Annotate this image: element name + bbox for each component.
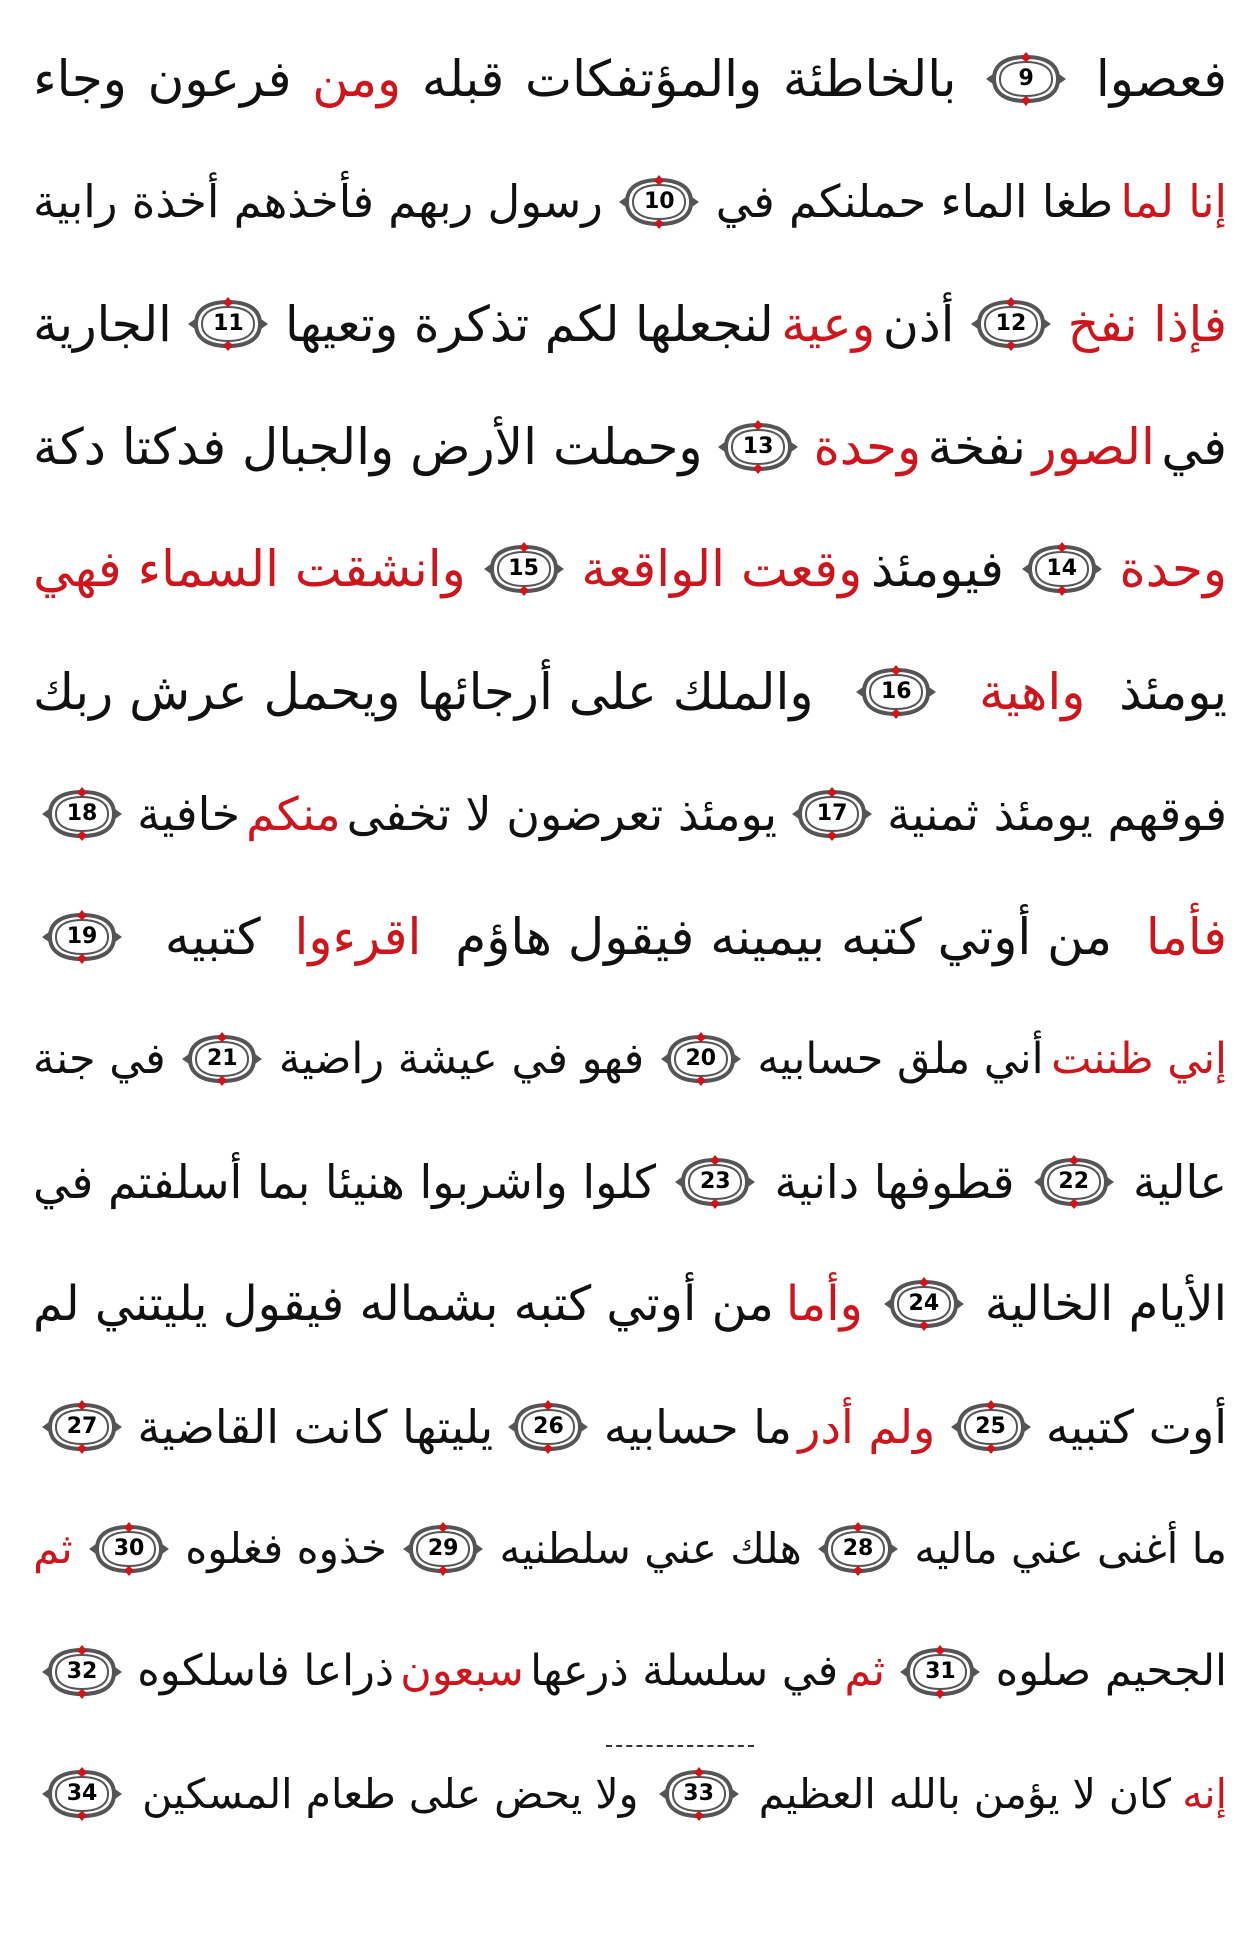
ornamental-verse-end-icon — [816, 1521, 900, 1577]
highlighted-word: وعية — [781, 295, 876, 353]
verse-number: 27 — [66, 1413, 98, 1439]
ornamental-verse-end-icon — [657, 1766, 741, 1822]
text-line — [30, 1243, 1230, 1366]
verse-number: 13 — [742, 433, 774, 459]
text-line — [30, 753, 1230, 876]
highlighted-word: إني ظننت — [1051, 1033, 1227, 1084]
verse-number: 29 — [427, 1536, 459, 1562]
ornamental-verse-end-icon — [40, 1399, 124, 1455]
verse-text: ما حسابيه — [603, 1399, 792, 1454]
text-line — [30, 508, 1230, 631]
verse-text: ذراعا فاسلكوه — [137, 1646, 394, 1697]
verse-text: هلك عني سلطنيه — [499, 1524, 802, 1574]
verse-number: 10 — [644, 188, 675, 214]
verse-number: 22 — [1058, 1168, 1090, 1194]
verse-number: 12 — [995, 311, 1027, 337]
verse-number: 9 — [1018, 66, 1034, 92]
verse-number: 16 — [881, 678, 912, 704]
ornamental-verse-end-icon — [984, 51, 1068, 107]
verse-text: في — [1161, 417, 1227, 476]
text-line — [30, 386, 1230, 509]
ornamental-verse-end-icon — [882, 1276, 966, 1332]
ornamental-verse-end-icon — [854, 664, 938, 720]
ornamental-verse-end-icon — [186, 296, 270, 352]
verse-text: ولا يحض على طعام المسكين — [142, 1769, 639, 1818]
verse-text: يليتها كانت القاضية — [137, 1399, 494, 1454]
verse-text: أني ملق حسابيه — [757, 1033, 1044, 1084]
ornamental-verse-end-icon — [898, 1644, 982, 1700]
verse-text: قطوفها دانية — [774, 1154, 1015, 1209]
verse-text: الجارية — [33, 295, 172, 353]
verse-number: 34 — [66, 1781, 98, 1807]
highlighted-word: واهية — [979, 662, 1086, 721]
verse-text: فعصوا — [1095, 50, 1227, 109]
text-line — [30, 263, 1230, 386]
highlighted-word: فإذا نفخ — [1067, 295, 1227, 353]
text-line — [30, 1366, 1230, 1489]
verse-number: 19 — [66, 923, 98, 949]
verse-text: خذوه فغلوه — [185, 1524, 387, 1574]
highlighted-word: اقرءوا — [294, 907, 422, 966]
ornamental-verse-end-icon — [40, 1766, 124, 1822]
verse-text: والملك على أرجائها ويحمل عرش ربك — [33, 662, 814, 721]
verse-number: 30 — [113, 1536, 145, 1562]
ornamental-verse-end-icon — [949, 1399, 1033, 1455]
text-line — [30, 1488, 1230, 1611]
text-line — [30, 876, 1230, 999]
ornamental-verse-end-icon — [673, 1154, 757, 1210]
verse-text: رسول ربهم فأخذهم أخذة رابية — [33, 175, 603, 229]
ornamental-verse-end-icon — [617, 174, 701, 230]
ornamental-verse-end-icon — [87, 1521, 171, 1577]
verse-number: 18 — [66, 801, 98, 827]
ornamental-verse-end-icon — [482, 541, 566, 597]
verse-text: كان لا يؤمن بالله العظيم — [758, 1769, 1172, 1818]
verse-text: وجاء — [33, 50, 127, 109]
verse-text: طغا الماء حملنكم في — [715, 175, 1114, 229]
highlighted-word: الصور — [1032, 417, 1155, 476]
sajdah-dashed-underline — [606, 1745, 754, 1747]
verse-text: من أوتي كتبه بشماله فيقول يليتني لم — [33, 1276, 774, 1333]
verse-number: 31 — [925, 1658, 956, 1684]
highlighted-word: ولم أدر — [798, 1399, 936, 1454]
text-line — [30, 1733, 1230, 1856]
highlighted-word: وأما — [785, 1276, 863, 1333]
verse-text: عالية — [1132, 1154, 1227, 1209]
highlighted-word: ثم — [33, 1524, 73, 1574]
text-line — [30, 141, 1230, 264]
highlighted-word: ومن — [312, 50, 402, 109]
verse-number: 33 — [683, 1781, 714, 1807]
highlighted-word: سبعون — [400, 1646, 524, 1697]
verse-text: من أوتي كتبه بيمينه فيقول هاؤم — [455, 907, 1113, 966]
text-line — [30, 631, 1230, 754]
verse-text: وحملت الأرض والجبال فدكتا دكة — [33, 417, 703, 476]
verse-text: فرعون — [147, 50, 292, 109]
verse-text: لنجعلها لكم تذكرة وتعيها — [285, 295, 774, 353]
highlighted-word: ثم — [844, 1646, 886, 1697]
ornamental-verse-end-icon — [506, 1399, 590, 1455]
ornamental-verse-end-icon — [180, 1031, 264, 1087]
highlighted-word: منكم — [246, 787, 341, 842]
verse-lines — [30, 18, 1230, 1856]
verse-number: 15 — [508, 556, 539, 582]
verse-number: 17 — [816, 801, 848, 827]
text-line — [30, 1611, 1230, 1734]
verse-text: الجحيم صلوه — [995, 1646, 1227, 1697]
verse-text: فهو في عيشة راضية — [278, 1033, 645, 1084]
verse-number: 21 — [206, 1046, 238, 1072]
text-line — [30, 1121, 1230, 1244]
ornamental-verse-end-icon — [40, 1644, 124, 1700]
verse-text: فوقهم يومئذ ثمنية — [887, 787, 1227, 842]
ornamental-verse-end-icon — [40, 786, 124, 842]
highlighted-word: وحدة — [1119, 540, 1227, 599]
ornamental-verse-end-icon — [659, 1031, 743, 1087]
verse-number: 20 — [685, 1046, 717, 1072]
verse-text: فيومئذ — [871, 540, 1004, 599]
verse-text: في جنة — [33, 1033, 166, 1084]
verse-text: يومئذ — [1119, 662, 1227, 721]
verse-text: يومئذ تعرضون لا تخفى — [346, 787, 778, 842]
verse-text: والمؤتفكات — [525, 50, 763, 109]
verse-text: قبله — [421, 50, 505, 109]
verse-number: 23 — [699, 1168, 731, 1194]
text-line — [30, 18, 1230, 141]
verse-text: كلوا واشربوا هنيئا بما أسلفتم في — [33, 1154, 657, 1209]
ornamental-verse-end-icon — [1020, 541, 1104, 597]
highlighted-word: وانشقت السماء فهي — [33, 540, 466, 599]
verse-number: 28 — [842, 1536, 874, 1562]
ornamental-verse-end-icon — [401, 1521, 485, 1577]
verse-number: 32 — [66, 1658, 98, 1684]
verse-number: 11 — [213, 311, 244, 337]
highlighted-word: إنا لما — [1120, 175, 1227, 229]
ornamental-verse-end-icon — [40, 909, 124, 965]
verse-text: بالخاطئة — [782, 50, 957, 109]
highlighted-word: وقعت الواقعة — [581, 540, 863, 599]
highlighted-word: فأما — [1145, 907, 1227, 966]
ornamental-verse-end-icon — [969, 296, 1053, 352]
verse-text: نفخة — [927, 417, 1026, 476]
verse-number: 26 — [533, 1413, 564, 1439]
verse-text: خافية — [137, 787, 241, 842]
ornamental-verse-end-icon — [790, 786, 874, 842]
verse-number: 24 — [908, 1291, 940, 1317]
text-line — [30, 998, 1230, 1121]
verse-text: أذن — [882, 295, 955, 353]
verse-text: كتبيه — [164, 907, 261, 966]
ornamental-verse-end-icon — [1032, 1154, 1116, 1210]
verse-number: 14 — [1046, 556, 1078, 582]
verse-text: الأيام الخالية — [984, 1276, 1227, 1333]
highlighted-word: إنه — [1182, 1769, 1227, 1818]
verse-text: في سلسلة ذرعها — [530, 1646, 839, 1697]
highlighted-word: وحدة — [813, 417, 922, 476]
verse-number: 25 — [975, 1413, 1006, 1439]
ornamental-verse-end-icon — [716, 419, 800, 475]
verse-text: أوت كتبيه — [1045, 1399, 1227, 1454]
verse-text: ما أغنى عني ماليه — [914, 1524, 1227, 1574]
